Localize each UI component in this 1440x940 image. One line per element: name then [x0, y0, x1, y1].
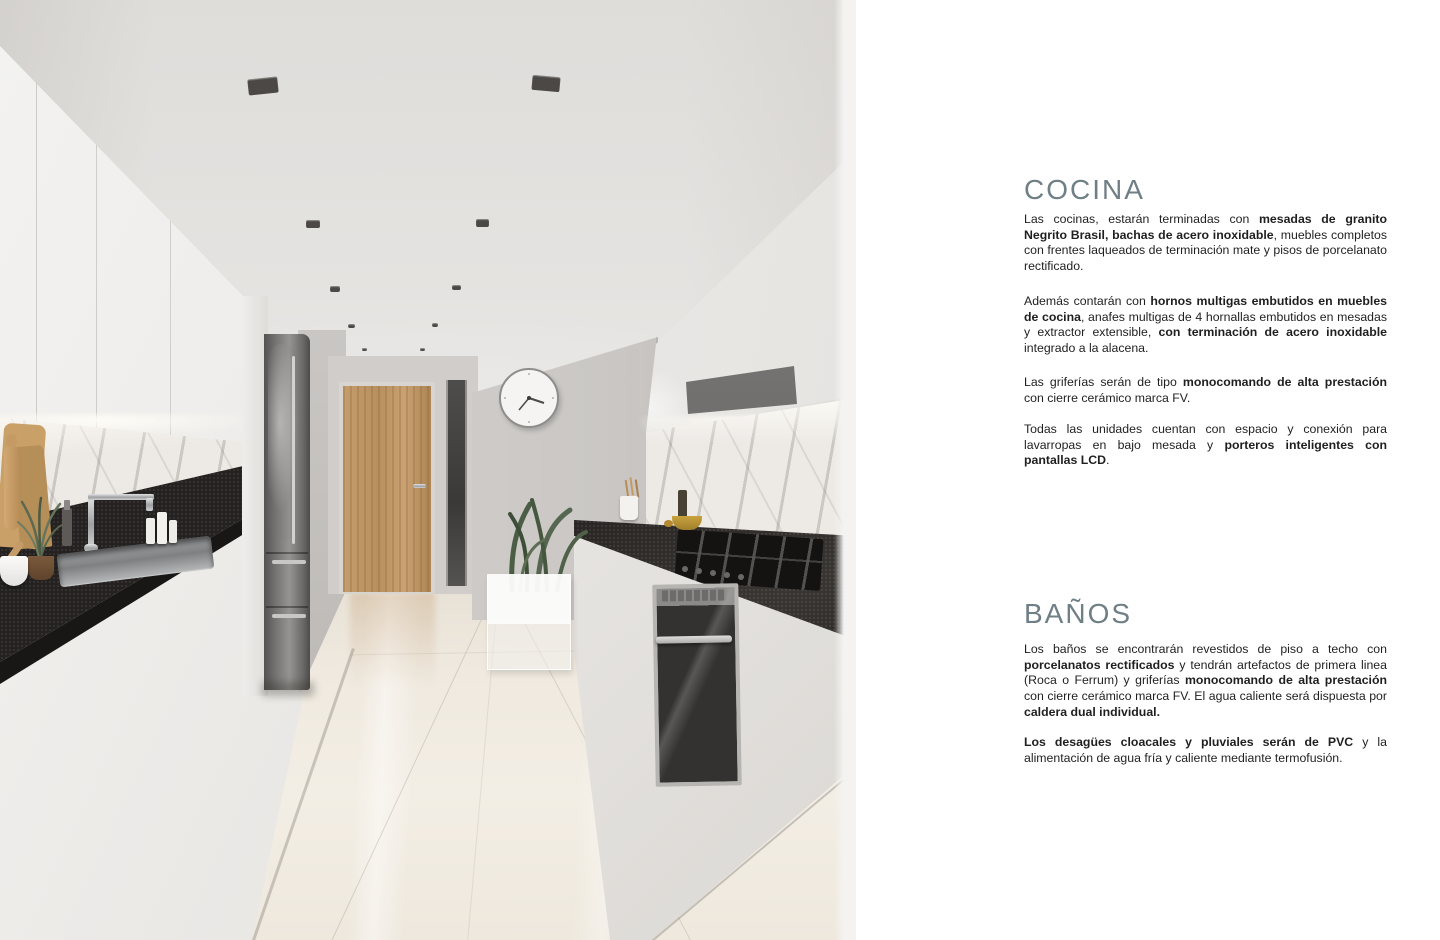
candle-jar	[169, 520, 177, 543]
candle-jar	[157, 512, 167, 544]
fridge-drawer-seam	[266, 606, 308, 608]
cabinet-seam	[96, 145, 97, 430]
wood-door	[343, 386, 431, 592]
fridge-shadow	[262, 682, 314, 696]
ceiling-light	[348, 324, 355, 328]
spec-text-column	[1024, 0, 1387, 940]
wall-clock	[497, 366, 561, 430]
faucet-neck	[88, 496, 94, 548]
built-in-oven	[652, 583, 742, 786]
fridge-drawer-seam	[266, 552, 308, 554]
soap-dispenser	[62, 508, 72, 546]
cocina-paragraph: Las cocinas, estarán terminadas con mesadas de granito Negrito Brasil, bachas de acero inoxidable, muebles completos con frentes laqueados de terminación mate y pisos de porcelanato rectificado.	[1024, 212, 1387, 274]
near-wall-edge	[834, 0, 856, 940]
oven-handle	[656, 635, 732, 643]
utensil-cup	[620, 496, 638, 520]
ceiling-light	[476, 219, 489, 227]
faucet-head	[146, 498, 153, 511]
section-title-cocina: COCINA	[1024, 174, 1145, 206]
ceiling-light	[247, 76, 279, 95]
ceiling-light	[452, 285, 461, 290]
hall-window	[446, 380, 467, 586]
rosemary-plant	[14, 496, 66, 562]
fridge-drawer-handle	[272, 614, 306, 618]
cocina-paragraph: Además contarán con hornos multigas embutidos en muebles de cocina, anafes multigas de 4 hornallas embutidos en mesadas y extractor extensible, con terminación de acero inoxidable integrado a la alacena.	[1024, 294, 1388, 356]
oven-control-panel	[662, 589, 726, 601]
cabinet-seam	[170, 221, 171, 437]
banos-paragraph: Los desagües cloacales y pluviales serán de PVC y la alimentación de agua fría y caliente mediante termofusión.	[1024, 735, 1387, 765]
plant-cube-planter	[487, 574, 571, 670]
cabinet-seam	[36, 83, 37, 423]
mortar-bowl	[0, 556, 28, 586]
ceiling-light	[432, 323, 438, 327]
fridge-handle	[292, 356, 295, 544]
faucet-spout	[88, 494, 154, 500]
cocina-paragraph: Todas las unidades cuentan con espacio y conexión para lavarropas en bajo mesada y porteros inteligentes con pantallas LCD.	[1024, 422, 1387, 468]
soap-dispenser-pump	[64, 500, 70, 510]
ceiling-light	[330, 286, 340, 292]
ceiling-light	[420, 348, 425, 351]
ceiling-light	[306, 220, 320, 228]
ceiling-light	[531, 75, 560, 92]
cocina-paragraph: Las griferías serán de tipo monocomando de alta prestación con cierre cerámico marca FV.	[1024, 375, 1387, 405]
ceiling-light	[362, 348, 367, 351]
section-title-banos: BAÑOS	[1024, 598, 1133, 630]
candle-jar	[146, 518, 155, 544]
cooktop-knob	[682, 566, 688, 572]
door-floor-reflection	[350, 592, 435, 687]
planter-pot	[28, 556, 54, 580]
fridge-drawer-handle	[272, 560, 306, 564]
door-handle	[413, 484, 426, 488]
banos-paragraph: Los baños se encontrarán revestidos de piso a techo con porcelanatos rectificados y tendrán artefactos de primera linea (Roca o Ferrum) y griferías monocomando de alta prestación con cierre cerámico marca FV. El agua caliente será dispuesta por caldera dual individual.	[1024, 642, 1387, 719]
